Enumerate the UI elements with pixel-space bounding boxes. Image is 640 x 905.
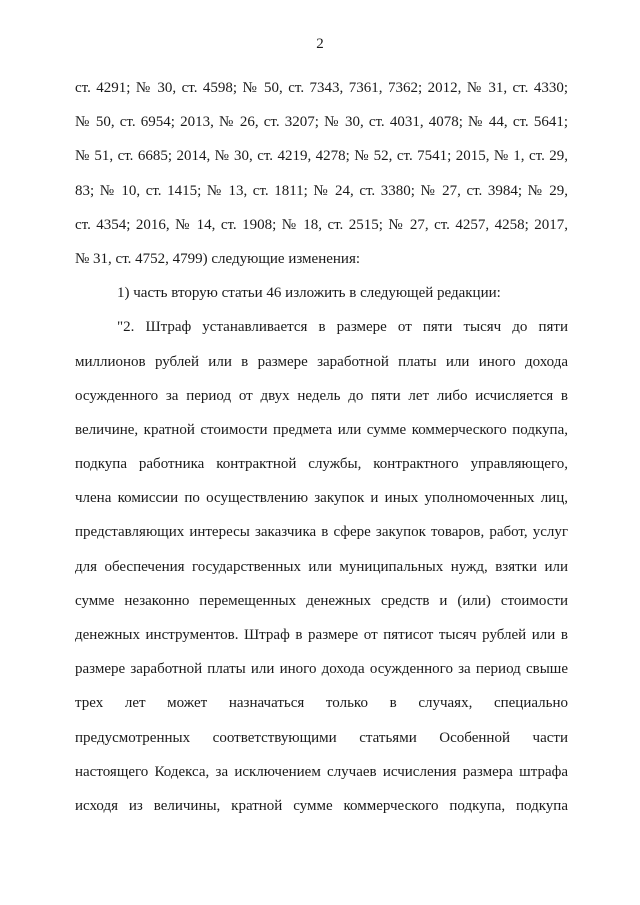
text-line: № 51, ст. 6685; 2014, № 30, ст. 4219, 4278; № 52, ст. 7541; 2015, № 1, ст. 29, (75, 148, 568, 165)
text-line: исходя из величины, кратной сумме коммерческого подкупа, подкупа (75, 797, 568, 814)
text-line: 1) часть вторую статьи 46 изложить в следующей редакции: (117, 285, 501, 302)
text-line: для обеспечения государственных или муниципальных нужд, взятки или (75, 558, 568, 575)
text-line: осужденного за период от двух недель до пяти лет либо исчисляется в (75, 387, 568, 404)
text-line: миллионов рублей или в размере заработной платы или иного дохода (75, 353, 568, 370)
text-line: представляющих интересы заказчика в сфере закупок товаров, работ, услуг (75, 524, 568, 541)
text-line: настоящего Кодекса, за исключением случаев исчисления размера штрафа (75, 763, 568, 780)
text-line: ст. 4354; 2016, № 14, ст. 1908; № 18, ст. 2515; № 27, ст. 4257, 4258; 2017, (75, 216, 568, 233)
text-line: ст. 4291; № 30, ст. 4598; № 50, ст. 7343, 7361, 7362; 2012, № 31, ст. 4330; (75, 80, 568, 96)
text-line: № 50, ст. 6954; 2013, № 26, ст. 3207; № 30, ст. 4031, 4078; № 44, ст. 5641; (75, 114, 568, 131)
text-line: денежных инструментов. Штраф в размере от пятисот тысяч рублей или в (75, 627, 568, 643)
page-number: 2 (316, 36, 324, 52)
text-line: трех лет может назначаться только в случаях, специально (75, 695, 568, 712)
text-line: № 31, ст. 4752, 4799) следующие изменения: (75, 250, 361, 267)
text-line: сумме незаконно перемещенных денежных средств и (или) стоимости (75, 592, 568, 609)
text-line: величине, кратной стоимости предмета или сумме коммерческого подкупа, (75, 421, 568, 438)
text-line: предусмотренных соответствующими статьями Особенной части (75, 729, 568, 746)
text-line: размере заработной платы или иного дохода осужденного за период свыше (75, 661, 568, 678)
text-line: "2. Штраф устанавливается в размере от пяти тысяч до пяти (117, 319, 568, 336)
document-body (75, 71, 568, 823)
text-line: подкупа работника контрактной службы, контрактного управляющего, (75, 456, 568, 473)
text-line: 83; № 10, ст. 1415; № 13, ст. 1811; № 24, ст. 3380; № 27, ст. 3984; № 29, (75, 182, 568, 199)
text-line: члена комиссии по осуществлению закупок и иных уполномоченных лиц, (75, 490, 568, 507)
